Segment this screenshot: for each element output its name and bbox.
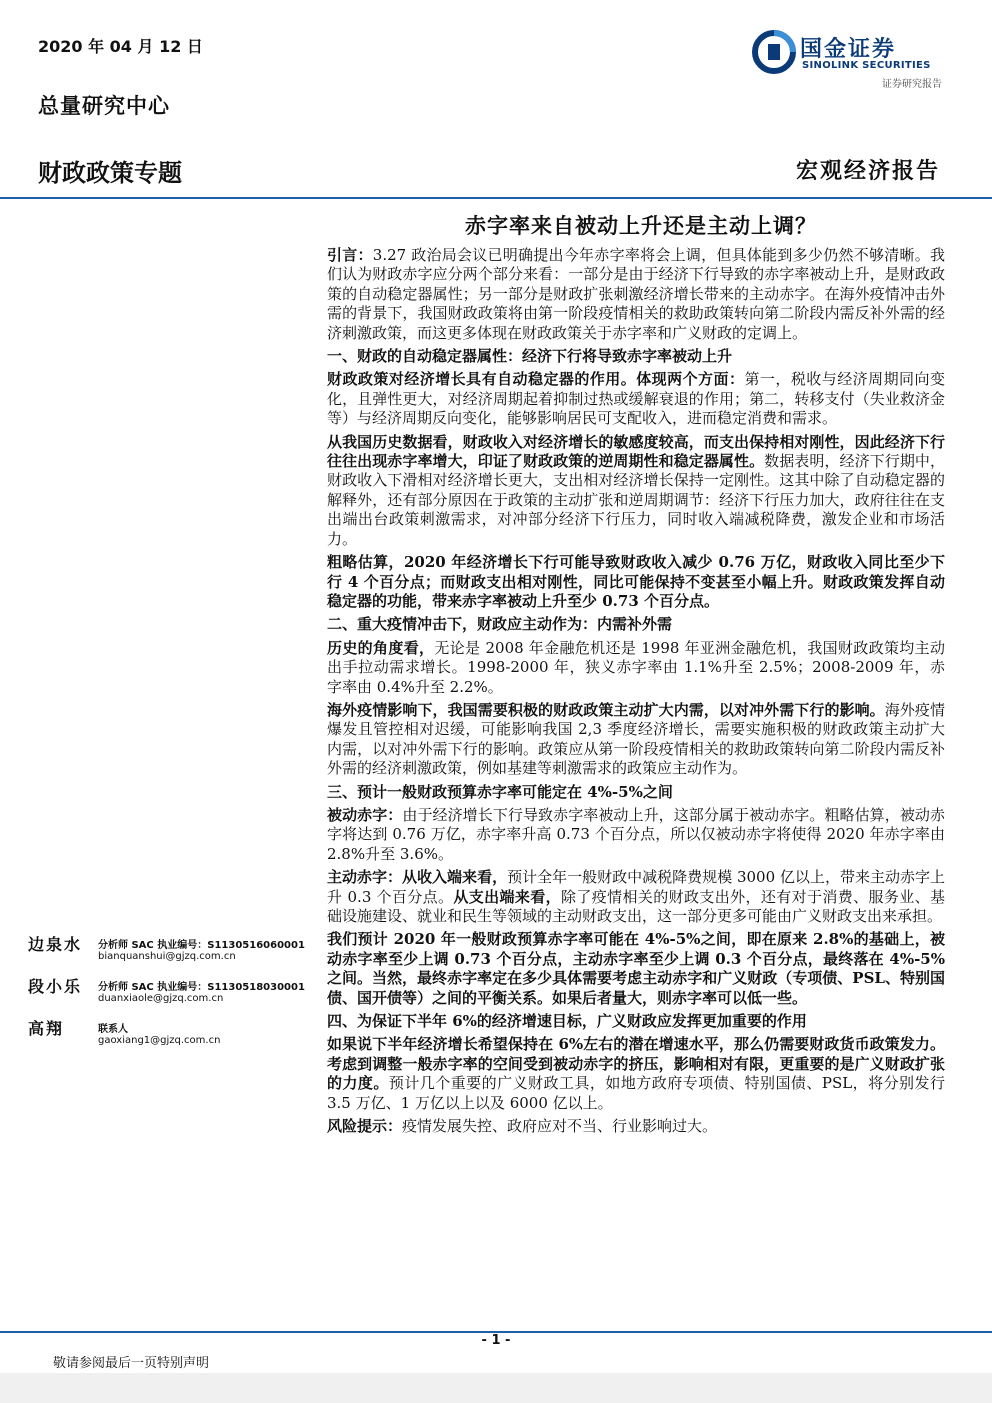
author-certificate: 分析师 SAC 执业编号：S1130518030001 (98, 982, 305, 993)
paragraph-8: 我们预计 2020 年一般财政预算赤字率可能在 4%-5%之间，即在原来 2.8%的基础上，被动赤字率至少上调 0.73 个百分点，主动赤字率至少上调 0.3 个百分点，最终落在 4%-5%之间。当然，最终赤字率定在多少具体需要考虑主动赤字和广义财政（专项债、PSL、特别国债、国开债等）之间的平衡关系。如果后者量大，则赤字率可以低一些。 (327, 930, 945, 1007)
section-heading-1: 一、财政的自动稳定器属性：经济下行将导致赤字率被动上升 (327, 347, 733, 366)
paragraph-7-lead-b: 从支出端来看， (453, 887, 562, 906)
author-certificate: 分析师 SAC 执业编号：S1130516060001 (98, 940, 305, 951)
report-series: 财政政策专题 (38, 159, 182, 187)
paragraph-1-lead: 财政政策对经济增长具有自动稳定器的作用。体现两个方面： (327, 370, 745, 389)
author-name: 段小乐 (28, 977, 83, 996)
disclaimer-note: 敬请参阅最后一页特别声明 (53, 1356, 210, 1371)
author-list (28, 932, 308, 1058)
paragraph-6-text: 由于经济增长下行导致赤字率被动上升，这部分属于被动赤字。粗略估算，被动赤字将达到 0.76 万亿，赤字率升高 0.73 个百分点，所以仅被动赤字将使得 2020 年赤字率由 2.8%升至 3.6%。 (327, 805, 945, 863)
section-heading-3: 三、预计一般财政预算赤字率可能定在 4%-5%之间 (327, 782, 673, 801)
logo-english-name: SINOLINK SECURITIES (802, 60, 931, 71)
section-heading-2: 二、重大疫情冲击下，财政应主动作为：内需补外需 (327, 615, 673, 634)
author-email[interactable]: gaoxiang1@gjzq.com.cn (98, 1035, 221, 1046)
paragraph-2 (327, 433, 945, 549)
paragraph-5-lead: 海外疫情影响下，我国需要积极的财政政策主动扩大内需，以对冲外需下行的影响。 (327, 700, 885, 719)
risk-warning (327, 1117, 945, 1136)
paragraph-1-text: 第一，税收与经济周期同向变化，且弹性更大，对经济周期起着抑制过热或缓解衰退的作用；第二，转移支付（失业救济金等）与经济周期反向变化，能够影响居民可支配收入，进而稳定消费和需求。 (327, 370, 945, 428)
paragraph-7-lead-a: 主动赤字：从收入端来看， (327, 868, 508, 887)
logo-tagline: 证券研究报告 (882, 79, 942, 90)
paragraph-5-text: 海外疫情爆发且管控相对迟缓，可能影响我国 2,3 季度经济增长，需要实施积极的财政政策主动扩大内需，以对冲外需下行的影响。政策应从第一阶段疫情相关的救助政策转向第二阶段内需反补外需的经济刺激政策，例如基建等刺激需求的政策应主动作为。 (327, 700, 945, 778)
paragraph-4 (327, 639, 945, 697)
risk-warning-text: 疫情发展失控、政府应对不当、行业影响过大。 (402, 1117, 718, 1136)
paragraph-7-text-b: 除了疫情相关的财政支出外，还有对于消费、服务业、基础设施建设、就业和民生等领域的主动财政支出，这一部分更多可能由广义财政支出来承担。 (327, 887, 945, 925)
author-name: 高翔 (28, 1019, 65, 1038)
paragraph-5 (327, 701, 945, 779)
risk-warning-lead: 风险提示： (327, 1117, 403, 1136)
paragraph-1 (327, 370, 945, 428)
page-number: - 1 - (481, 1333, 511, 1348)
author-email[interactable]: duanxiaole@gjzq.com.cn (98, 993, 224, 1004)
author-certificate: 联系人 (98, 1024, 128, 1035)
paragraph-3: 粗略估算，2020 年经济增长下行可能导致财政收入减少 0.76 万亿，财政收入同比至少下行 4 个百分点；而财政支出相对刚性，同比可能保持不变甚至小幅上升。财政政策发挥自动稳定器的功能，带来赤字率被动上升至少 0.73 个百分点。 (327, 553, 945, 610)
section-heading-4: 四、为保证下半年 6%的经济增速目标，广义财政应发挥更加重要的作用 (327, 1012, 807, 1031)
paragraph-9-lead: 如果说下半年经济增长希望保持在 6%左右的潜在增速水平，那么仍需要财政货币政策发力。考虑到调整一般赤字率的空间受到被动赤字的挤压，影响相对有限，更重要的是广义财政扩张的力度。 (327, 1035, 945, 1093)
author-entry (28, 974, 308, 1016)
report-body (327, 246, 945, 1140)
header-divider (0, 197, 992, 199)
author-entry (28, 1016, 308, 1058)
author-name: 边泉水 (28, 935, 83, 954)
report-date: 2020 年 04 月 12 日 (38, 37, 203, 56)
report-title: 赤字率来自被动上升还是主动上调？ (465, 213, 817, 238)
report-type: 宏观经济报告 (795, 158, 940, 184)
author-email[interactable]: bianquanshui@gjzq.com.cn (98, 951, 236, 962)
paragraph-2-text: 数据表明，经济下行期中，财政收入下滑相对经济增长更大，支出相对经济增长保持一定刚性。这其中除了自动稳定器的解释外，还有部分原因在于政策的主动扩张和逆周期调节：经济下行压力加大，政府往往在支出端出台政策刺激需求，对冲部分经济下行压力，同时收入端减税降费，激发企业和市场活力。 (327, 452, 945, 548)
paragraph-9 (327, 1035, 945, 1113)
paragraph-4-lead: 历史的角度看， (327, 638, 435, 657)
paragraph-4-text: 无论是 2008 年金融危机还是 1998 年亚洲金融危机，我国财政政策均主动出手拉动需求增长。1998-2000 年，狭义赤字率由 1.1%升至 2.5%；2008-2009 年，赤字率由 0.4%升至 2.2%。 (327, 638, 945, 696)
paragraph-2-lead: 从我国历史数据看，财政收入对经济增长的敏感度较高，而支出保持相对刚性，因此经济下行往往出现赤字率增大，印证了财政政策的逆周期性和稳定器属性。 (327, 432, 945, 471)
paragraph-9-text: 预计几个重要的广义财政工具，如地方政府专项债、特别国债、PSL，将分别发行 3.5 万亿、1 万亿以上以及 6000 亿以上。 (327, 1074, 945, 1112)
paragraph-7 (327, 868, 945, 926)
intro-paragraph (327, 246, 945, 343)
paragraph-6-lead: 被动赤字： (327, 805, 403, 824)
company-logo (752, 30, 942, 78)
intro-lead: 引言： (327, 246, 373, 264)
paragraph-7-text-a: 预计全年一般财政中减税降费规模 3000 亿以上，带来主动赤字上升 0.3 个百分点。 (327, 868, 945, 906)
research-center: 总量研究中心 (38, 93, 170, 118)
logo-mark-icon (752, 30, 796, 74)
author-entry (28, 932, 308, 974)
intro-text: 3.27 政治局会议已明确提出今年赤字率将会上调，但具体能到多少仍然不够清晰。我们认为财政赤字应分两个部分来看：一部分是由于经济下行导致的赤字率被动上升，是财政政策的自动稳定器属性；另一部分是财政扩张刺激经济增长带来的主动赤字。在海外疫情冲击外需的背景下，我国财政政策将由第一阶段疫情相关的救助政策转向第二阶段内需反补外需的经济刺激政策，而这更多体现在财政政策关于赤字率和广义财政的定调上。 (327, 246, 945, 342)
footer-band (0, 1373, 992, 1403)
logo-chinese-name: 国金证券 (800, 37, 897, 62)
paragraph-6 (327, 806, 945, 864)
